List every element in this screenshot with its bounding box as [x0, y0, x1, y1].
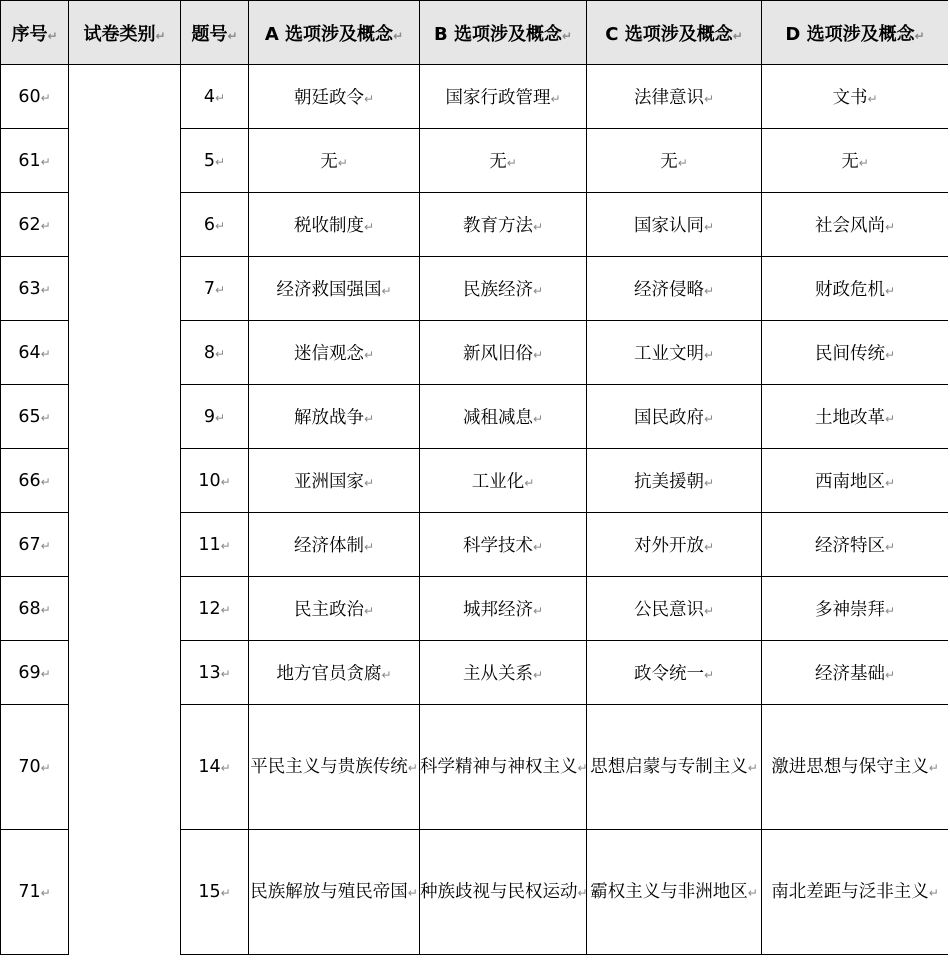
- cell-option-d: 民间传统 ↵: [762, 321, 949, 385]
- cell-option-b: 城邦经济 ↵: [420, 577, 587, 641]
- cell-option-a: 迷信观念 ↵: [249, 321, 420, 385]
- cell-option-c: 工业文明 ↵: [587, 321, 762, 385]
- cell-question-no: 9 ↵: [181, 385, 249, 449]
- cell-seq: 66 ↵: [1, 449, 69, 513]
- cell-option-a: 经济体制 ↵: [249, 513, 420, 577]
- cell-option-d: 多神崇拜 ↵: [762, 577, 949, 641]
- cell-option-a: 朝廷政令 ↵: [249, 65, 420, 129]
- header-paper-type: 试卷类别 ↵: [69, 1, 181, 65]
- cell-question-no: 14 ↵: [181, 705, 249, 830]
- header-row: [1, 1, 949, 65]
- cell-option-c: 政令统一 ↵: [587, 641, 762, 705]
- cell-option-d: 财政危机 ↵: [762, 257, 949, 321]
- cell-seq: 68 ↵: [1, 577, 69, 641]
- cell-option-b: 工业化 ↵: [420, 449, 587, 513]
- cell-option-c: 国民政府 ↵: [587, 385, 762, 449]
- header-question-no: 题号 ↵: [181, 1, 249, 65]
- cell-question-no: 4 ↵: [181, 65, 249, 129]
- cell-option-c: 思想启蒙与专制主义 ↵: [587, 705, 762, 830]
- cell-question-no: 11 ↵: [181, 513, 249, 577]
- cell-seq: 65 ↵: [1, 385, 69, 449]
- cell-option-d: 南北差距与泛非主义 ↵: [762, 830, 949, 955]
- cell-question-no: 13 ↵: [181, 641, 249, 705]
- header-option-b: B 选项涉及概念 ↵: [420, 1, 587, 65]
- cell-option-d: 经济特区 ↵: [762, 513, 949, 577]
- cell-option-b: 种族歧视与民权运动 ↵: [420, 830, 587, 955]
- header-seq: 序号 ↵: [1, 1, 69, 65]
- cell-option-b: 民族经济 ↵: [420, 257, 587, 321]
- cell-option-d: 土地改革 ↵: [762, 385, 949, 449]
- cell-option-d: 经济基础 ↵: [762, 641, 949, 705]
- cell-question-no: 7 ↵: [181, 257, 249, 321]
- cell-option-a: 民族解放与殖民帝国 ↵: [249, 830, 420, 955]
- cell-seq: 60 ↵: [1, 65, 69, 129]
- cell-option-b: 减租减息 ↵: [420, 385, 587, 449]
- cell-seq: 63 ↵: [1, 257, 69, 321]
- cell-option-b: 国家行政管理 ↵: [420, 65, 587, 129]
- cell-option-a: 亚洲国家 ↵: [249, 449, 420, 513]
- cell-option-b: 教育方法 ↵: [420, 193, 587, 257]
- cell-seq: 69 ↵: [1, 641, 69, 705]
- cell-seq: 62 ↵: [1, 193, 69, 257]
- cell-question-no: 12 ↵: [181, 577, 249, 641]
- cell-paper-type: [69, 65, 181, 955]
- cell-option-b: 主从关系 ↵: [420, 641, 587, 705]
- cell-option-a: 民主政治 ↵: [249, 577, 420, 641]
- cell-question-no: 10 ↵: [181, 449, 249, 513]
- cell-question-no: 15 ↵: [181, 830, 249, 955]
- cell-option-b: 新风旧俗 ↵: [420, 321, 587, 385]
- cell-seq: 70 ↵: [1, 705, 69, 830]
- cell-option-c: 对外开放 ↵: [587, 513, 762, 577]
- cell-seq: 61 ↵: [1, 129, 69, 193]
- cell-option-a: 经济救国强国 ↵: [249, 257, 420, 321]
- cell-option-a: 无 ↵: [249, 129, 420, 193]
- cell-option-d: 西南地区 ↵: [762, 449, 949, 513]
- table-row: [1, 65, 949, 129]
- cell-option-b: 科学技术 ↵: [420, 513, 587, 577]
- cell-question-no: 8 ↵: [181, 321, 249, 385]
- cell-question-no: 5 ↵: [181, 129, 249, 193]
- header-option-a: A 选项涉及概念 ↵: [249, 1, 420, 65]
- cell-option-c: 国家认同 ↵: [587, 193, 762, 257]
- cell-option-c: 抗美援朝 ↵: [587, 449, 762, 513]
- header-option-c: C 选项涉及概念 ↵: [587, 1, 762, 65]
- cell-option-a: 税收制度 ↵: [249, 193, 420, 257]
- cell-option-a: 解放战争 ↵: [249, 385, 420, 449]
- cell-option-d: 文书 ↵: [762, 65, 949, 129]
- cell-seq: 71 ↵: [1, 830, 69, 955]
- cell-option-c: 法律意识 ↵: [587, 65, 762, 129]
- cell-option-c: 经济侵略 ↵: [587, 257, 762, 321]
- cell-option-d: 无 ↵: [762, 129, 949, 193]
- header-option-d: D 选项涉及概念 ↵: [762, 1, 949, 65]
- cell-seq: 67 ↵: [1, 513, 69, 577]
- cell-option-a: 平民主义与贵族传统 ↵: [249, 705, 420, 830]
- cell-option-c: 霸权主义与非洲地区 ↵: [587, 830, 762, 955]
- cell-option-c: 无 ↵: [587, 129, 762, 193]
- cell-option-b: 科学精神与神权主义 ↵: [420, 705, 587, 830]
- cell-option-a: 地方官员贪腐 ↵: [249, 641, 420, 705]
- cell-option-d: 社会风尚 ↵: [762, 193, 949, 257]
- cell-question-no: 6 ↵: [181, 193, 249, 257]
- cell-option-d: 激进思想与保守主义 ↵: [762, 705, 949, 830]
- cell-seq: 64 ↵: [1, 321, 69, 385]
- cell-option-b: 无 ↵: [420, 129, 587, 193]
- cell-option-c: 公民意识 ↵: [587, 577, 762, 641]
